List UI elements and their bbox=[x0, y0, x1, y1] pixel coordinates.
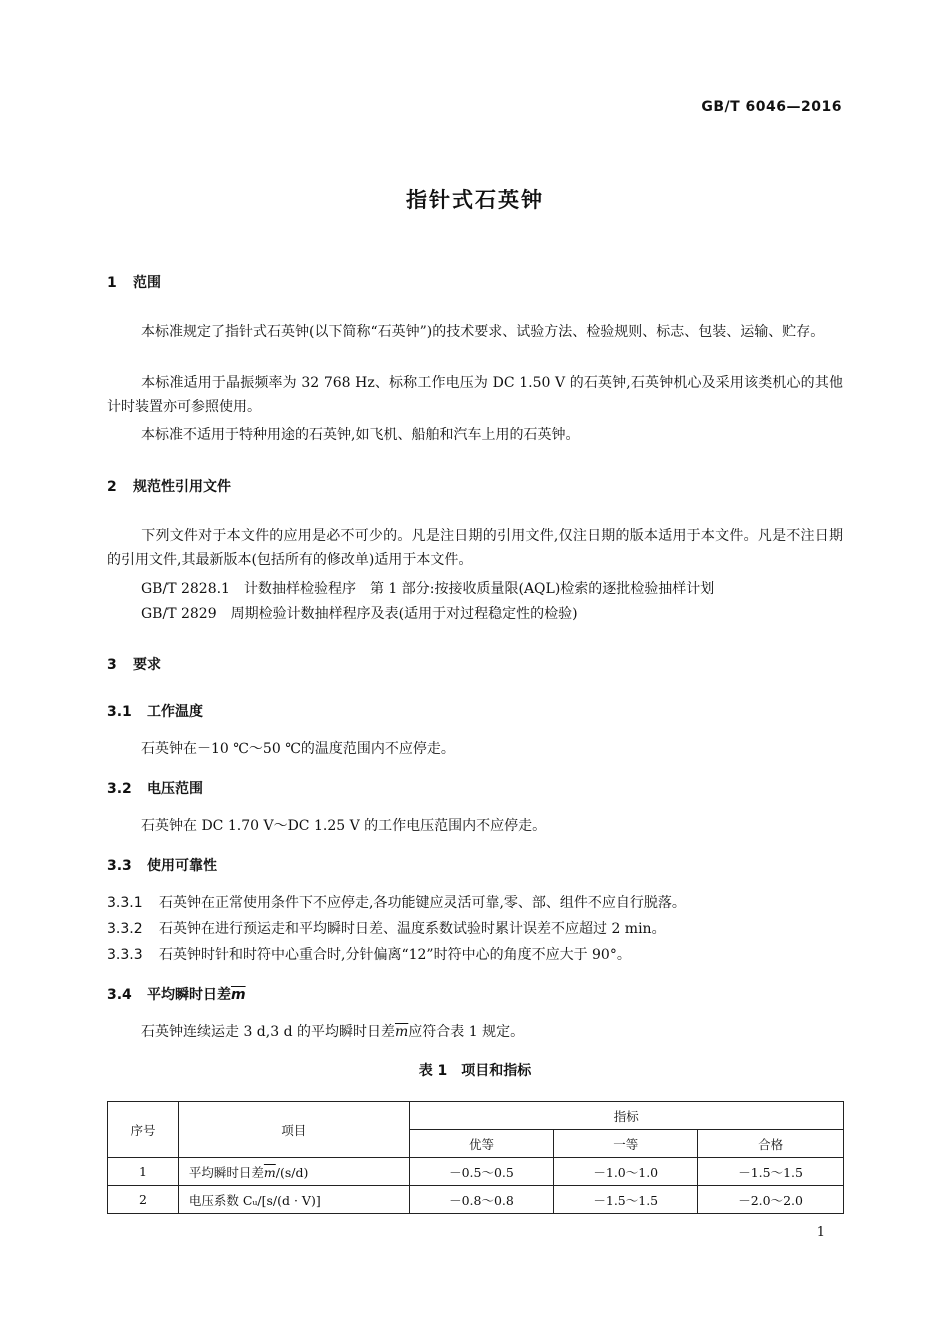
subsection-3-3-heading bbox=[107, 855, 217, 875]
section-number: 3 bbox=[107, 657, 117, 673]
section-title: 范围 bbox=[133, 275, 161, 291]
symbol-m-bar: $\overline{m}$ bbox=[263, 1164, 276, 1180]
cell-seq: 2 bbox=[108, 1186, 179, 1214]
paragraph bbox=[107, 320, 843, 344]
subsection-number: 3.3 bbox=[107, 858, 132, 874]
cell-excellent: －0.5～0.5 bbox=[409, 1158, 554, 1186]
symbol-m-bar: $\overline{m}$ bbox=[231, 987, 246, 1003]
header-excellent: 优等 bbox=[409, 1130, 554, 1158]
header-index: 指标 bbox=[409, 1102, 843, 1130]
subsection-number: 3.4 bbox=[107, 987, 132, 1003]
clause-3-3-1 bbox=[107, 892, 686, 912]
cell-first: －1.5～1.5 bbox=[554, 1186, 698, 1214]
reference-item: GB/T 2828.1 计数抽样检验程序 第 1 部分:按接收质量限(AQL)检索的逐批检验抽样计划 bbox=[141, 581, 715, 597]
paragraph-text: 本标准规定了指针式石英钟(以下简称“石英钟”)的技术要求、试验方法、检验规则、标志、包装、运输、贮存。 bbox=[141, 324, 825, 340]
table-row bbox=[108, 1186, 844, 1214]
section-title: 要求 bbox=[133, 657, 161, 673]
cell-qualified: －2.0～2.0 bbox=[698, 1186, 844, 1214]
clause-3-3-3 bbox=[107, 944, 631, 964]
clause-text: 石英钟在进行预运走和平均瞬时日差、温度系数试验时累计误差不应超过 2 min。 bbox=[159, 921, 666, 937]
subsection-3-4-heading bbox=[107, 984, 246, 1004]
section-title: 规范性引用文件 bbox=[133, 479, 231, 495]
paragraph bbox=[107, 524, 843, 572]
subsection-title: 工作温度 bbox=[147, 704, 203, 720]
table-row bbox=[108, 1158, 844, 1186]
subsection-3-1-heading bbox=[107, 701, 203, 721]
cell-item: 电压系数 Cᵤ/[s/(d · V)] bbox=[178, 1186, 409, 1214]
cell-excellent: －0.8～0.8 bbox=[409, 1186, 554, 1214]
paragraph-text: 本标准适用于晶振频率为 32 768 Hz、标称工作电压为 DC 1.50 V 的石英钟,石英钟机心及采用该类机心的其他计时装置亦可参照使用。 bbox=[107, 375, 843, 415]
paragraph-text: 下列文件对于本文件的应用是必不可少的。凡是注日期的引用文件,仅注日期的版本适用于本文件。凡是不注日期的引用文件,其最新版本(包括所有的修改单)适用于本文件。 bbox=[107, 528, 843, 568]
subsection-title: 使用可靠性 bbox=[147, 858, 217, 874]
clause-number: 3.3.3 bbox=[107, 947, 143, 963]
header-first: 一等 bbox=[554, 1130, 698, 1158]
clause-3-3-2 bbox=[107, 918, 666, 938]
subsection-3-2-text: 石英钟在 DC 1.70 V～DC 1.25 V 的工作电压范围内不应停走。 bbox=[141, 818, 547, 834]
document-title: 指针式石英钟 bbox=[406, 188, 544, 212]
subsection-3-1-text: 石英钟在－10 ℃～50 ℃的温度范围内不应停走。 bbox=[141, 741, 455, 757]
cell-item bbox=[178, 1158, 409, 1186]
page-number: 1 bbox=[816, 1225, 825, 1240]
symbol-m-bar: $\overline{m}$ bbox=[395, 1024, 409, 1040]
paragraph bbox=[107, 423, 843, 447]
text-part: 应符合表 1 规定。 bbox=[408, 1024, 525, 1040]
text-part: 石英钟连续运走 3 d,3 d 的平均瞬时日差 bbox=[141, 1024, 395, 1040]
subsection-title: 平均瞬时日差 bbox=[147, 987, 231, 1003]
clause-text: 石英钟在正常使用条件下不应停走,各功能键应灵活可靠,零、部、组件不应自行脱落。 bbox=[159, 895, 686, 911]
clause-text: 石英钟时针和时符中心重合时,分针偏离“12”时符中心的角度不应大于 90°。 bbox=[159, 947, 631, 963]
section-number: 2 bbox=[107, 479, 117, 495]
table-caption: 表 1 项目和指标 bbox=[418, 1063, 532, 1079]
subsection-3-2-heading bbox=[107, 778, 203, 798]
subsection-number: 3.2 bbox=[107, 781, 132, 797]
header-seq: 序号 bbox=[108, 1102, 179, 1158]
cell-text: /(s/d) bbox=[275, 1164, 309, 1180]
subsection-number: 3.1 bbox=[107, 704, 132, 720]
standard-code: GB/T 6046—2016 bbox=[701, 99, 842, 115]
cell-text: 平均瞬时日差 bbox=[188, 1164, 264, 1180]
subsection-3-4-text bbox=[141, 1021, 524, 1041]
section-1-heading bbox=[107, 272, 161, 292]
header-qualified: 合格 bbox=[698, 1130, 844, 1158]
paragraph bbox=[107, 371, 843, 419]
paragraph-text: 本标准不适用于特种用途的石英钟,如飞机、船舶和汽车上用的石英钟。 bbox=[141, 427, 580, 443]
spec-table bbox=[107, 1101, 844, 1214]
clause-number: 3.3.1 bbox=[107, 895, 143, 911]
subsection-title: 电压范围 bbox=[147, 781, 203, 797]
section-2-heading bbox=[107, 476, 231, 496]
section-3-heading bbox=[107, 654, 161, 674]
header-item: 项目 bbox=[178, 1102, 409, 1158]
cell-seq: 1 bbox=[108, 1158, 179, 1186]
clause-number: 3.3.2 bbox=[107, 921, 143, 937]
reference-item: GB/T 2829 周期检验计数抽样程序及表(适用于对过程稳定性的检验) bbox=[141, 606, 578, 622]
cell-first: －1.0～1.0 bbox=[554, 1158, 698, 1186]
section-number: 1 bbox=[107, 275, 117, 291]
cell-qualified: －1.5～1.5 bbox=[698, 1158, 844, 1186]
